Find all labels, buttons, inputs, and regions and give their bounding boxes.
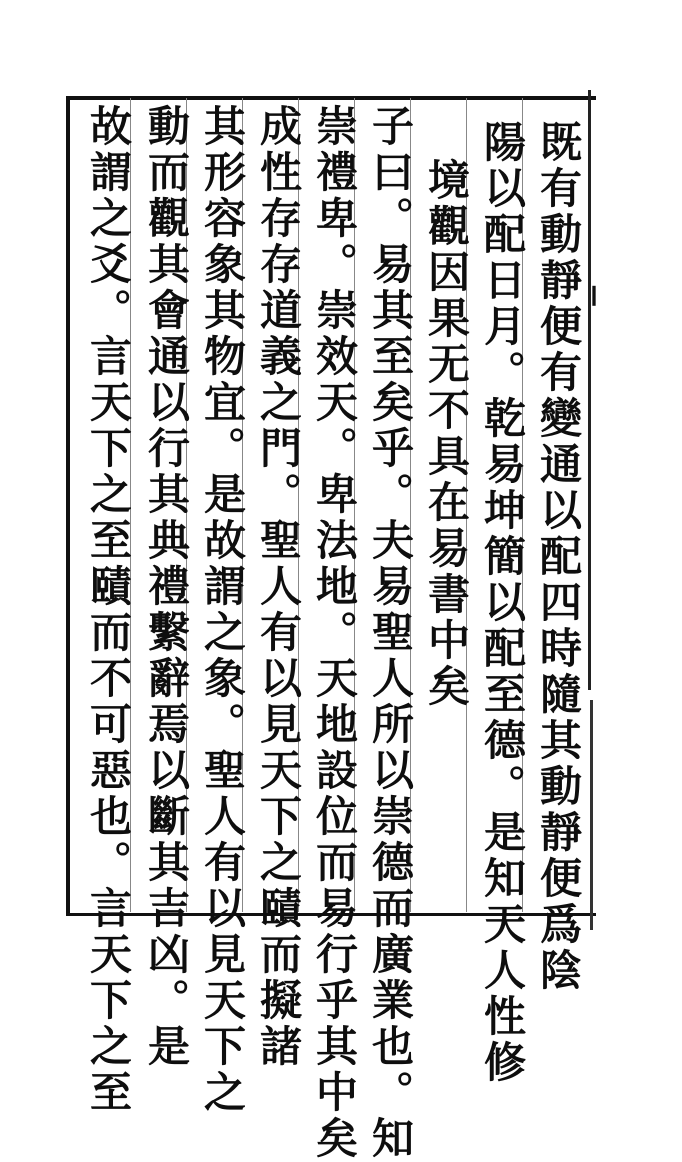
text-column-5: 崇禮卑。崇效天。卑法地。天地設位而易行乎其中矣 [310, 104, 359, 1162]
text-column-8: 動而觀其會通以行其典禮繫辭焉以斷其吉凶。是 [142, 104, 191, 1070]
binding-rule [588, 90, 591, 690]
fish-tail-mark-icon: ❙ [585, 282, 603, 306]
binding-rule-lower [590, 700, 593, 930]
text-column-3: 境觀因果无不具在易書中矣 [422, 158, 471, 710]
text-column-9: 故謂之爻。言天下之至賾而不可惡也。言天下之至 [84, 104, 133, 1116]
text-column-4: 子曰。易其至矣乎。夫易聖人所以崇德而廣業也。知 [366, 104, 415, 1162]
text-column-1: 既有動靜便有變通以配四時隨其動靜便爲陰 [534, 120, 583, 994]
text-column-2: 陽以配日月。乾易坤簡以配至德。是知天人性修 [478, 120, 527, 1086]
text-column-6: 成性存存道義之門。聖人有以見天下之賾而擬諸 [254, 104, 303, 1070]
text-column-7: 其形容象其物宜。是故謂之象。聖人有以見天下之 [198, 104, 247, 1116]
